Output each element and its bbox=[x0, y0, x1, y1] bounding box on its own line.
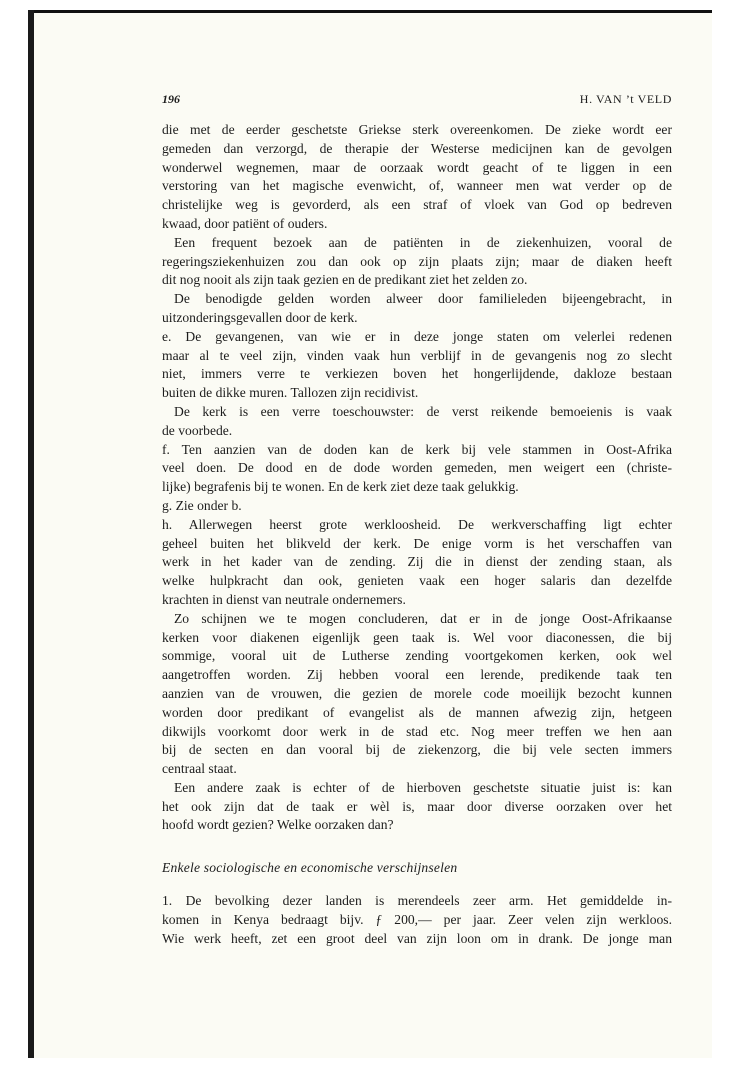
page-number: 196 bbox=[162, 92, 180, 106]
text-line: kerken voor diakenen eigenlijk geen taak is. Wel voor diaconessen, die bij bbox=[162, 629, 672, 645]
text-line: f. Ten aanzien van de doden kan de kerk bij vele stammen in Oost-Afrika bbox=[162, 441, 672, 457]
text-line: h. Allerwegen heerst grote werkloosheid. De werkverschaffing ligt echter bbox=[162, 516, 672, 532]
section-heading: Enkele sociologische en economische verschijnselen bbox=[162, 860, 458, 876]
text-line: krachten in dienst van neutrale ondernemers. bbox=[162, 591, 406, 607]
text-line: die met de eerder geschetste Griekse sterk overeenkomen. De zieke wordt eer bbox=[162, 122, 672, 137]
text-line: aanzien van de vrouwen, die gezien de morele code moeilijk bezocht kunnen bbox=[162, 685, 672, 701]
text-line: welke hulpkracht dan ook, genieten vaak een hoger salaris dan dezelfde bbox=[162, 573, 672, 589]
paragraph bbox=[162, 610, 672, 779]
text-line: wonderwel wegnemen, maar de oorzaak wordt geacht of te liggen in een bbox=[162, 159, 672, 175]
text-line: De kerk is een verre toeschouwster: de verst reikende bemoeienis is vaak bbox=[174, 403, 672, 419]
scan-edge-left bbox=[28, 10, 34, 1058]
text-line: Een frequent bezoek aan de patiënten in de ziekenhuizen, vooral de bbox=[174, 234, 672, 250]
text-line: de voorbede. bbox=[162, 422, 233, 438]
page-header bbox=[162, 92, 672, 110]
section-spacer bbox=[162, 835, 672, 859]
scan-edge-top bbox=[32, 10, 712, 13]
paragraph bbox=[162, 441, 672, 497]
text-line: Een andere zaak is echter of de hierboven geschetste situatie juist is: kan bbox=[174, 779, 672, 795]
section-spacer bbox=[162, 878, 672, 892]
running-head: H. VAN ’t VELD bbox=[579, 92, 672, 106]
text-line: komen in Kenya bedraagt bijv. ƒ 200,— per jaar. Zeer velen zijn werkloos. bbox=[162, 911, 672, 927]
text-line: dikwijls voorkomt door werk in de stad etc. Nog meer treffen we hen aan bbox=[162, 723, 672, 739]
text-line: aangetroffen worden. Zij hebben vooral een lerende, predikende taak ten bbox=[162, 667, 672, 683]
text-line: e. De gevangenen, van wie er in deze jonge staten om velerlei redenen bbox=[162, 328, 672, 344]
text-line: worden door predikant of evangelist als de mannen afwezig zijn, hetgeen bbox=[162, 704, 672, 720]
paragraph bbox=[162, 403, 672, 441]
text-line: regeringsziekenhuizen zou dan ook op zijn plaats zijn; maar de diaken heeft bbox=[162, 253, 672, 269]
paragraph bbox=[162, 497, 672, 516]
text-line: Wie werk heeft, zet een groot deel van zijn loon om in drank. De jonge man bbox=[162, 930, 672, 946]
text-line: het ook zijn dat de taak er wèl is, maar door diverse oorzaken over het bbox=[162, 798, 672, 814]
text-line: sommige, vooral uit de Lutherse zending voortgekomen kerken, ook wel bbox=[162, 648, 672, 664]
text-line: gemeden dan verzorgd, de therapie der Westerse medicijnen kan de gevolgen bbox=[162, 140, 672, 156]
text-line: niet, immers verre te verkiezen boven het hongerlijdende, dakloze bestaan bbox=[162, 366, 672, 382]
text-line: De benodigde gelden worden alweer door familieleden bijeengebracht, in bbox=[174, 291, 672, 307]
text-line: lijke) begrafenis bij te wonen. En de kerk ziet deze taak gelukkig. bbox=[162, 479, 519, 495]
text-line: centraal staat. bbox=[162, 761, 237, 777]
text-line: hoofd wordt gezien? Welke oorzaken dan? bbox=[162, 817, 394, 833]
paragraph bbox=[162, 328, 672, 403]
paragraph bbox=[162, 779, 672, 835]
body-text bbox=[162, 121, 672, 948]
paragraph bbox=[162, 892, 672, 948]
paragraph bbox=[162, 121, 672, 234]
paragraph bbox=[162, 516, 672, 610]
text-line: kwaad, door patiënt of ouders. bbox=[162, 215, 328, 231]
text-line: christelijke weg is gevorderd, als een straf of vloek van God op bedreven bbox=[162, 197, 672, 213]
text-line: g. Zie onder b. bbox=[162, 497, 242, 513]
text-line: veel doen. De dood en de dode worden gemeden, men weigert een (christe- bbox=[162, 460, 672, 476]
text-line: Zo schijnen we te mogen concluderen, dat er in de jonge Oost-Afrikaanse bbox=[174, 610, 672, 626]
text-line: 1. De bevolking dezer landen is merendeels zeer arm. Het gemiddelde in- bbox=[162, 893, 672, 909]
text-line: werk in het kader van de zending. Zij die in dienst der zending staan, als bbox=[162, 554, 672, 570]
paragraph bbox=[162, 290, 672, 328]
text-line: bij de secten en dan vooral bij de ziekenzorg, die bij vele secten immers bbox=[162, 742, 672, 758]
text-line: geheel buiten het blikveld der kerk. De enige vorm is het verschaffen van bbox=[162, 535, 672, 551]
text-line: verstoring van het magische evenwicht, of, wanneer men wat verder op de bbox=[162, 178, 672, 194]
text-line: dit nog nooit als zijn taak gezien en de predikant ziet het zelden zo. bbox=[162, 272, 528, 288]
paragraph bbox=[162, 234, 672, 290]
text-line: buiten de dikke muren. Tallozen zijn recidivist. bbox=[162, 385, 419, 401]
text-line: uitzonderingsgevallen door de kerk. bbox=[162, 309, 358, 325]
text-line: maar al te veel zijn, vinden vaak hun verblijf in de gevangenis nog zo slecht bbox=[162, 347, 672, 363]
